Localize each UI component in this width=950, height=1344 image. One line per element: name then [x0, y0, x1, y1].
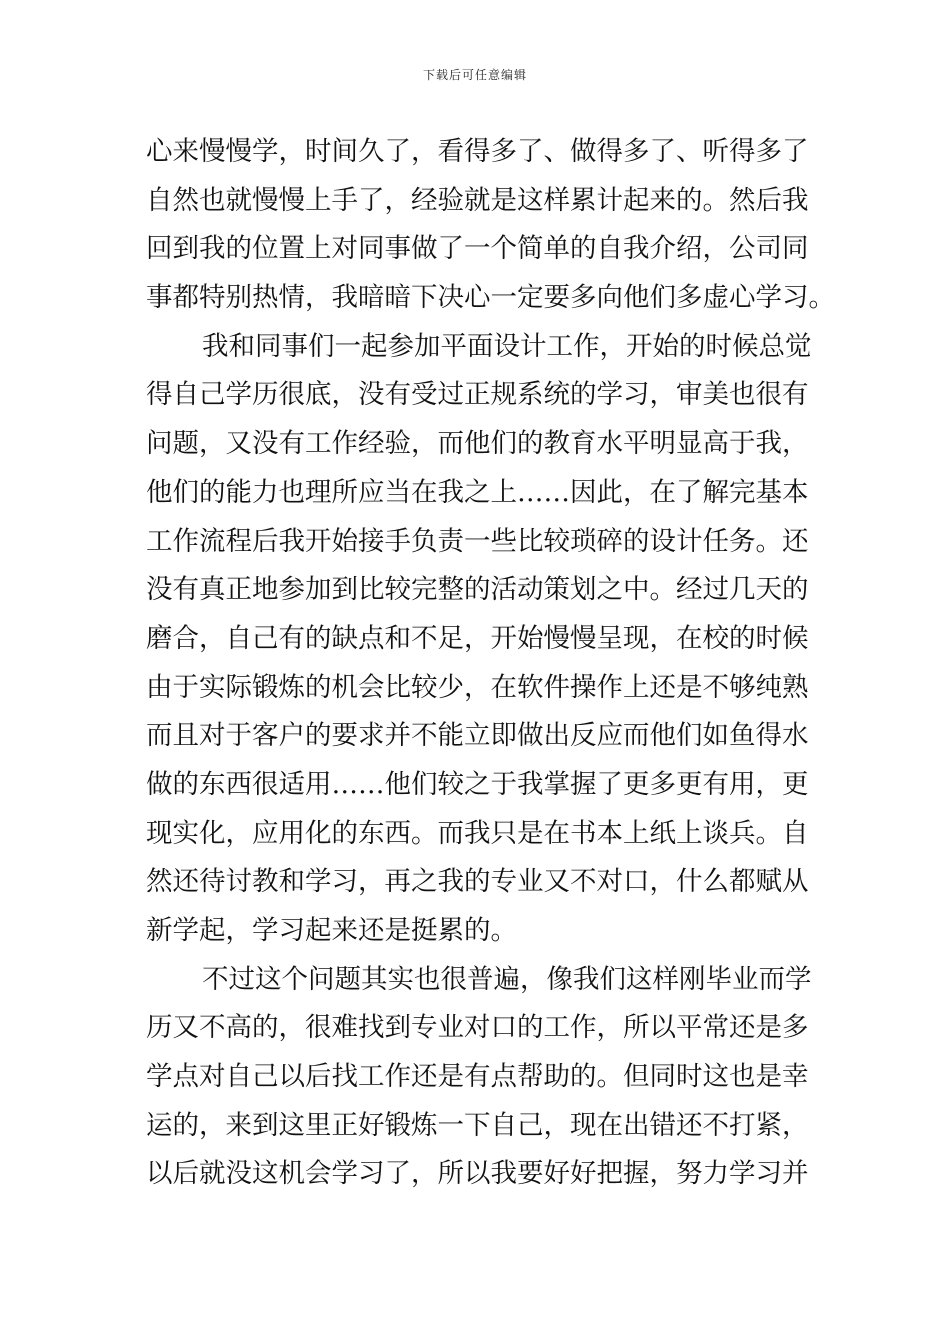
- text-line: 工作流程后我开始接手负责一些比较琐碎的设计任务。还: [146, 525, 809, 557]
- page-header: 下载后可任意编辑: [422, 68, 527, 82]
- text-line: 然还待讨教和学习，再之我的专业又不对口，什么都赋从: [146, 866, 809, 898]
- text-line: 得自己学历很底，没有受过正规系统的学习，审美也很有: [146, 379, 809, 411]
- text-line: 而且对于客户的要求并不能立即做出反应而他们如鱼得水: [146, 720, 809, 752]
- text-line: 运的，来到这里正好锻炼一下自己，现在出错还不打紧，: [146, 1109, 809, 1141]
- text-line: 以后就没这机会学习了，所以我要好好把握，努力学习并: [146, 1158, 809, 1190]
- text-line: 新学起，学习起来还是挺累的。: [146, 915, 517, 946]
- text-line: 磨合，自己有的缺点和不足，开始慢慢呈现，在校的时候: [146, 622, 809, 654]
- text-line: 做的东西很适用……他们较之于我掌握了更多更有用，更: [146, 768, 809, 800]
- text-line: 由于实际锻炼的机会比较少，在软件操作上还是不够纯熟: [146, 671, 809, 703]
- text-line: 学点对自己以后找工作还是有点帮助的。但同时这也是幸: [146, 1061, 809, 1093]
- text-line: 事都特别热情，我暗暗下决心一定要多向他们多虚心学习。: [146, 282, 835, 314]
- body-text: [146, 128, 835, 1199]
- text-line: 自然也就慢慢上手了，经验就是这样累计起来的。然后我: [146, 184, 809, 216]
- text-line: 没有真正地参加到比较完整的活动策划之中。经过几天的: [146, 574, 809, 606]
- text-line: 我和同事们一起参加平面设计工作，开始的时候总觉: [202, 330, 812, 362]
- text-line: 回到我的位置上对同事做了一个简单的自我介绍，公司同: [146, 233, 809, 265]
- text-line: 问题，又没有工作经验，而他们的教育水平明显高于我，: [146, 428, 809, 460]
- text-line: 不过这个问题其实也很普遍，像我们这样刚毕业而学: [202, 963, 812, 995]
- text-line: 现实化，应用化的东西。而我只是在书本上纸上谈兵。自: [146, 817, 809, 849]
- text-line: 他们的能力也理所应当在我之上……因此，在了解完基本: [146, 476, 809, 508]
- text-line: 心来慢慢学，时间久了，看得多了、做得多了、听得多了: [146, 136, 809, 167]
- text-line: 历又不高的，很难找到专业对口的工作，所以平常还是多: [146, 1012, 809, 1044]
